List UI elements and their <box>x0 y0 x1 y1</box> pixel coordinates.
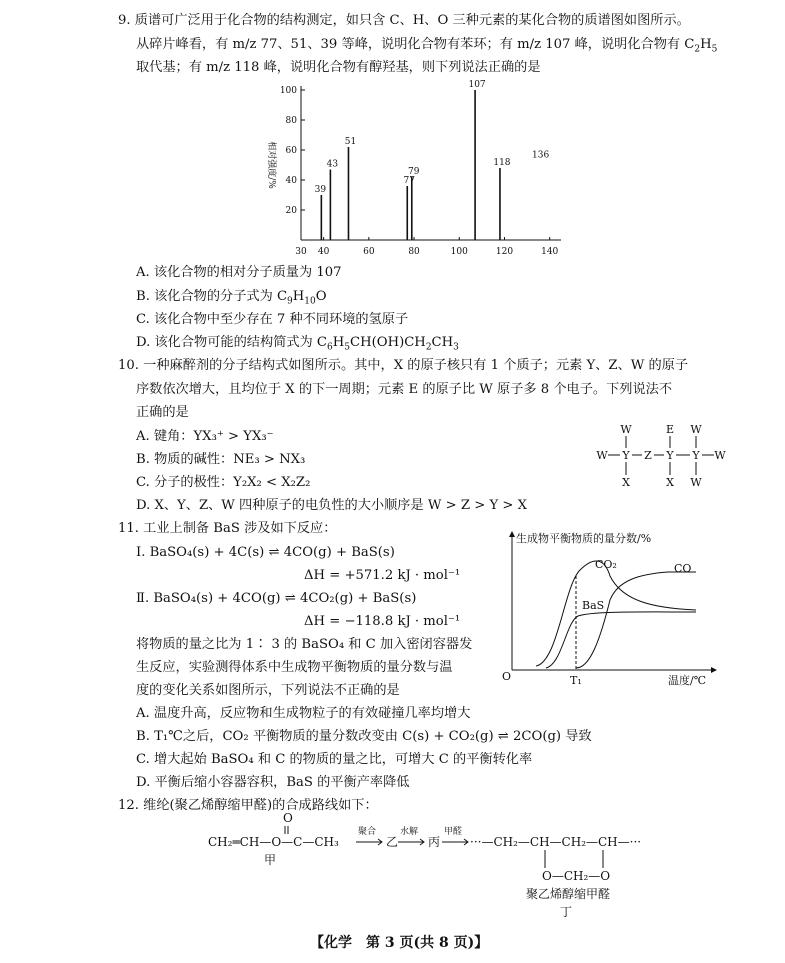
struct-w-left: W <box>596 449 608 462</box>
q11-option-d[interactable]: D. 平衡后缩小容器容积，BaS 的平衡产率降低 <box>136 775 410 790</box>
q10-option-b[interactable]: B. 物质的碱性：NE₃ > NX₃ <box>136 452 306 467</box>
ms-peak-label: 51 <box>344 137 357 147</box>
graph-y-label: 生成物平衡物质的量分数/% <box>516 532 652 545</box>
ms-peak-label: 43 <box>326 159 339 170</box>
ding-ring: O—CH₂—O <box>542 869 611 883</box>
q10-stem-line1: 10. 一种麻醉剂的分子结构式如图所示。其中，X 的原子核只有 1 个质子；元素 Y、Z、W 的原子 <box>118 358 689 373</box>
yi-label: 乙 <box>386 835 399 849</box>
struct-w-bottom-right: W <box>690 476 702 489</box>
struct-w-top-right: W <box>690 423 702 436</box>
bing-label: 丙 <box>428 835 441 849</box>
struct-e-top: E <box>665 423 675 436</box>
graph-x-label: 温度/℃ <box>668 674 707 687</box>
graph-origin: O <box>502 670 512 683</box>
struct-y-mid: Y <box>666 449 674 462</box>
ms-peak-label: 136 <box>532 150 550 161</box>
q11-reaction-1: Ⅰ. BaSO₄(s) + 4C(s) ⇌ 4CO(g) + BaS(s) <box>136 545 395 560</box>
q11-stem-line4: 度的变化关系如图所示，下列说法不正确的是 <box>136 683 400 698</box>
q10-option-a[interactable]: A. 键角：YX₃⁺ > YX₃⁻ <box>136 429 274 444</box>
struct-z-center: Z <box>644 449 652 462</box>
q11-reaction-2: Ⅱ. BaSO₄(s) + 4CO(g) ⇌ 4CO₂(g) + BaS(s) <box>136 591 417 606</box>
struct-y-left: Y <box>622 449 630 462</box>
q11-reaction-2-dh: ΔH = −118.8 kJ · mol⁻¹ <box>304 614 461 629</box>
equilibrium-fraction-graph <box>500 528 725 688</box>
struct-w-top-left: W <box>620 423 632 436</box>
ms-xtick-label: 60 <box>363 247 375 257</box>
ms-ytick-label: 40 <box>285 176 297 186</box>
q10-stem-line3: 正确的是 <box>136 405 189 420</box>
ms-xtick-label: 80 <box>408 247 420 257</box>
q11-stem-line2: 将物质的量之比为 1∶ 3 的 BaSO₄ 和 C 加入密闭容器发 <box>136 637 473 652</box>
q10-stem-line2: 序数依次增大，且均位于 X 的下一周期；元素 E 的原子比 W 原子多 8 个电子。下列说法不 <box>136 382 673 397</box>
q10-option-c[interactable]: C. 分子的极性：Y₂X₂ < X₂Z₂ <box>136 475 311 490</box>
q11-stem-line1: 11. 工业上制备 BaS 涉及如下反应： <box>118 521 337 536</box>
ms-xtick-label: 100 <box>450 247 468 257</box>
graph-co2-label: CO₂ <box>595 558 617 571</box>
struct-x-bottom-mid: X <box>666 476 674 489</box>
ms-ytick-label: 60 <box>285 146 297 156</box>
ding-label: 丁 <box>560 905 573 919</box>
curve-co <box>576 572 696 668</box>
anesthetic-structure-diagram <box>592 420 732 492</box>
struct-x-bottom-left: X <box>622 476 630 489</box>
q11-stem-line3: 生反应，实验测得体系中生成物平衡物质的量分数与温 <box>136 660 453 675</box>
ms-y-axis-label: 相对强度/% <box>266 141 276 189</box>
q11-reaction-1-dh: ΔH = +571.2 kJ · mol⁻¹ <box>304 568 461 583</box>
q9-stem-line1: 9. 质谱可广泛用于化合物的结构测定，如只含 C、H、O 三种元素的某化合物的质谱图如图所示。 <box>118 13 690 28</box>
mass-spectrum-chart <box>255 78 575 268</box>
ms-xtick-label: 140 <box>541 247 559 257</box>
page-footer: 【化学 第 3 页(共 8 页)】 <box>310 935 489 951</box>
ding-name: 聚乙烯醇缩甲醛 <box>526 887 611 901</box>
q12-stem: 12. 维纶(聚乙烯醇缩甲醛)的合成路线如下： <box>118 798 378 813</box>
ms-peak-label: 79 <box>408 167 420 177</box>
ms-peak-label: 39 <box>314 185 327 195</box>
curve-bas <box>546 612 696 668</box>
struct-w-right: W <box>714 449 726 462</box>
q9-option-a[interactable]: A. 该化合物的相对分子质量为 107 <box>136 265 342 280</box>
q11-option-b[interactable]: B. T₁℃之后，CO₂ 平衡物质的量分数改变由 C(s) + CO₂(g) ⇌ 2CO(g) 导致 <box>136 729 592 744</box>
graph-co-label: CO <box>674 562 692 575</box>
q9-option-b[interactable]: B. 该化合物的分子式为 $C_9H_{10}O$ <box>136 289 327 307</box>
step-formaldehyde-label: 甲醛 <box>444 827 463 837</box>
q9-stem-line2: 从碎片峰看，有 m/z 77、51、39 等峰，说明化合物有苯环；有 m/z 107 峰，说明化合物有 $C_2H_5$ <box>136 37 718 55</box>
ms-ytick-label: 80 <box>285 116 297 126</box>
ms-peak-label: 77 <box>403 176 415 186</box>
q9-stem-line3: 取代基；有 m/z 118 峰，说明化合物有醇羟基，则下列说法正确的是 <box>136 60 541 75</box>
step-polymerize-label: 聚合 <box>358 827 377 837</box>
vinylon-synthesis-route <box>208 812 668 924</box>
ding-formula: ···—CH₂—CH—CH₂—CH—··· <box>470 835 642 849</box>
ms-ytick-label: 20 <box>285 206 297 216</box>
ms-peak-label: 107 <box>468 80 486 90</box>
q11-option-a[interactable]: A. 温度升高，反应物和生成物粒子的有效碰撞几率均增大 <box>136 706 471 721</box>
jia-label: 甲 <box>264 853 277 867</box>
graph-t1-label: T₁ <box>570 674 582 687</box>
q9-option-d[interactable]: D. 该化合物可能的结构简式为 $C_6H_5CH(OH)CH_2CH_3$ <box>136 335 459 353</box>
q11-option-c[interactable]: C. 增大起始 BaSO₄ 和 C 的物质的量之比，可增大 C 的平衡转化率 <box>136 752 533 767</box>
ms-xtick-label: 30 <box>295 247 307 257</box>
ms-ytick-label: 100 <box>279 86 297 96</box>
q10-option-d[interactable]: D. X、Y、Z、W 四种原子的电负性的大小顺序是 W > Z > Y > X <box>136 498 527 513</box>
ms-xtick-label: 120 <box>495 247 514 257</box>
struct-y-right: Y <box>692 449 700 462</box>
ms-xtick-label: 40 <box>317 247 330 257</box>
q9-option-c[interactable]: C. 该化合物中至少存在 7 种不同环境的氢原子 <box>136 312 409 327</box>
jia-formula: CH₂═CH—O—C—CH₃ <box>208 835 339 849</box>
graph-bas-label: BaS <box>582 599 605 612</box>
step-hydrolysis-label: 水解 <box>400 827 419 837</box>
jia-carbonyl-o: O <box>283 812 293 825</box>
ms-peak-label: 118 <box>493 158 511 168</box>
